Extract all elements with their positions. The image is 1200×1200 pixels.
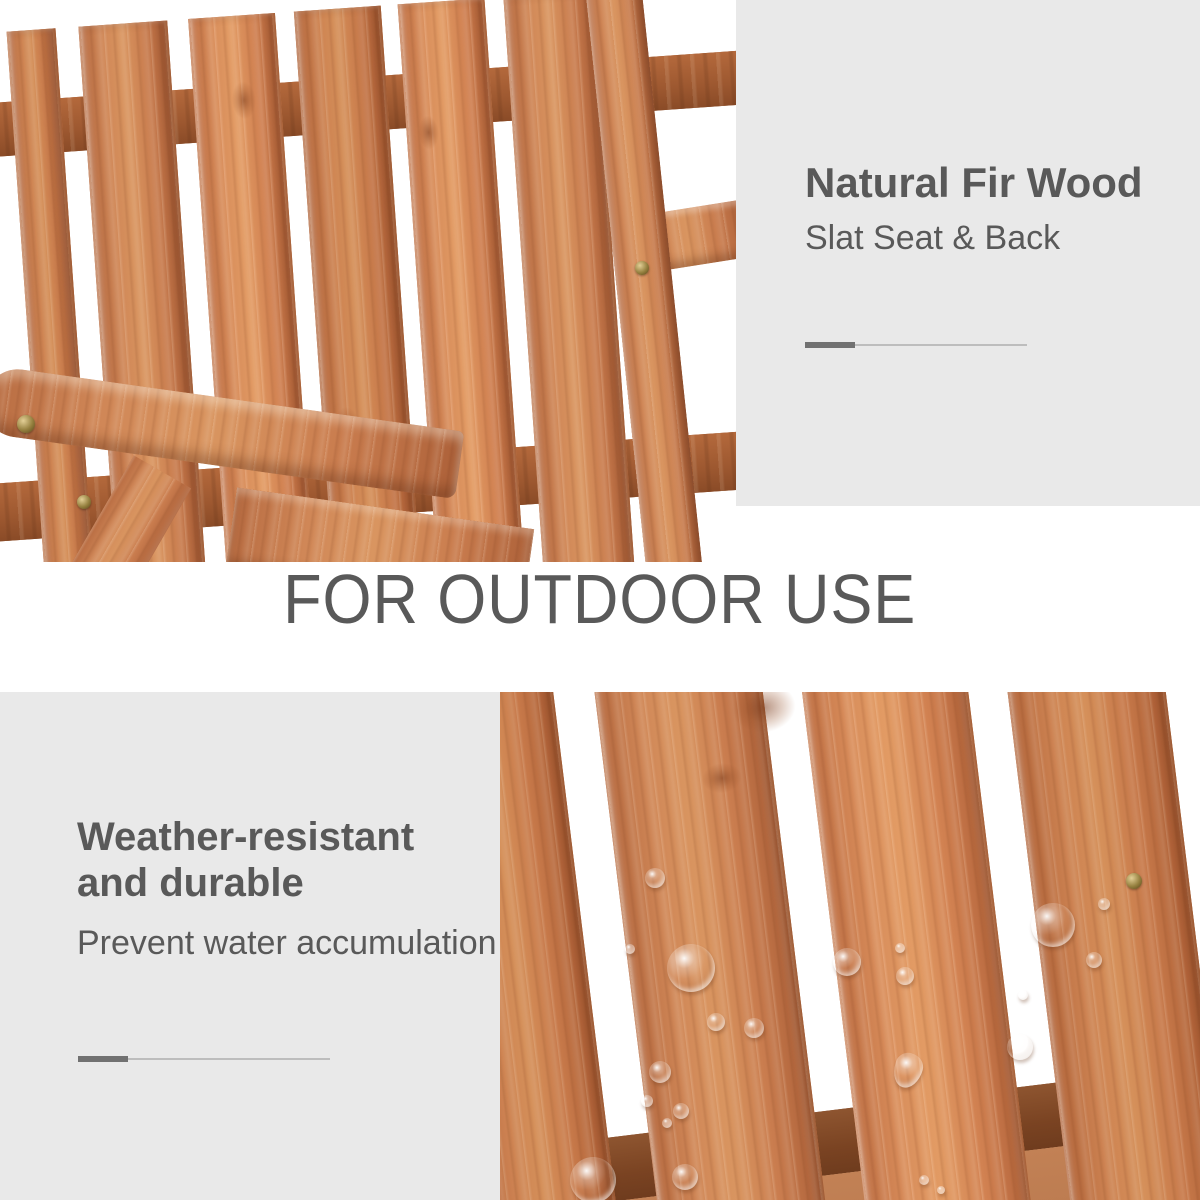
feature-subtitle-weather: Prevent water accumulation <box>77 924 497 962</box>
feature-panel-material <box>736 0 1200 506</box>
divider-material <box>805 342 1027 348</box>
water-droplet <box>896 967 914 985</box>
water-droplet <box>1086 952 1102 968</box>
water-droplet <box>937 1186 945 1194</box>
water-droplet <box>649 1061 671 1083</box>
water-droplet <box>1031 903 1075 947</box>
water_slats-overlay <box>500 692 1200 1200</box>
feature-subtitle-material: Slat Seat & Back <box>805 219 1061 257</box>
water-droplet <box>1098 898 1110 910</box>
water-droplet <box>707 1013 725 1031</box>
divider-dark-segment <box>805 342 855 348</box>
water-droplet <box>667 944 715 992</box>
water-droplet <box>1007 1034 1033 1060</box>
water-droplet <box>895 943 905 953</box>
feature-title-material: Natural Fir Wood <box>805 159 1143 206</box>
water-droplet <box>919 1175 929 1185</box>
screw-head <box>77 495 91 509</box>
water-droplet <box>645 868 665 888</box>
screw-head <box>635 261 649 275</box>
water-droplet <box>662 1118 672 1128</box>
divider-weather <box>78 1056 330 1062</box>
water-droplet <box>570 1157 616 1200</box>
water-droplet <box>672 1164 698 1190</box>
water-droplet <box>641 1095 653 1107</box>
water-droplet <box>1018 990 1028 1000</box>
water-droplet <box>890 1050 927 1091</box>
screw-head <box>1126 873 1142 889</box>
chair_back-overlay <box>0 0 736 562</box>
photo-slats-water-droplets <box>500 692 1200 1200</box>
divider-thin-line <box>128 1058 330 1060</box>
banner-text: FOR OUTDOOR USE <box>283 560 917 638</box>
feature-title-weather: Weather-resistant and durable <box>77 815 415 906</box>
divider-dark-segment <box>78 1056 128 1062</box>
water-droplet <box>673 1103 689 1119</box>
water-droplet <box>625 944 635 954</box>
photo-chair-back-closeup <box>0 0 736 562</box>
water-droplet <box>833 948 861 976</box>
divider-thin-line <box>855 344 1027 346</box>
water-droplet <box>744 1018 764 1038</box>
screw-head <box>17 415 35 433</box>
feature-panel-weather <box>0 692 500 1200</box>
